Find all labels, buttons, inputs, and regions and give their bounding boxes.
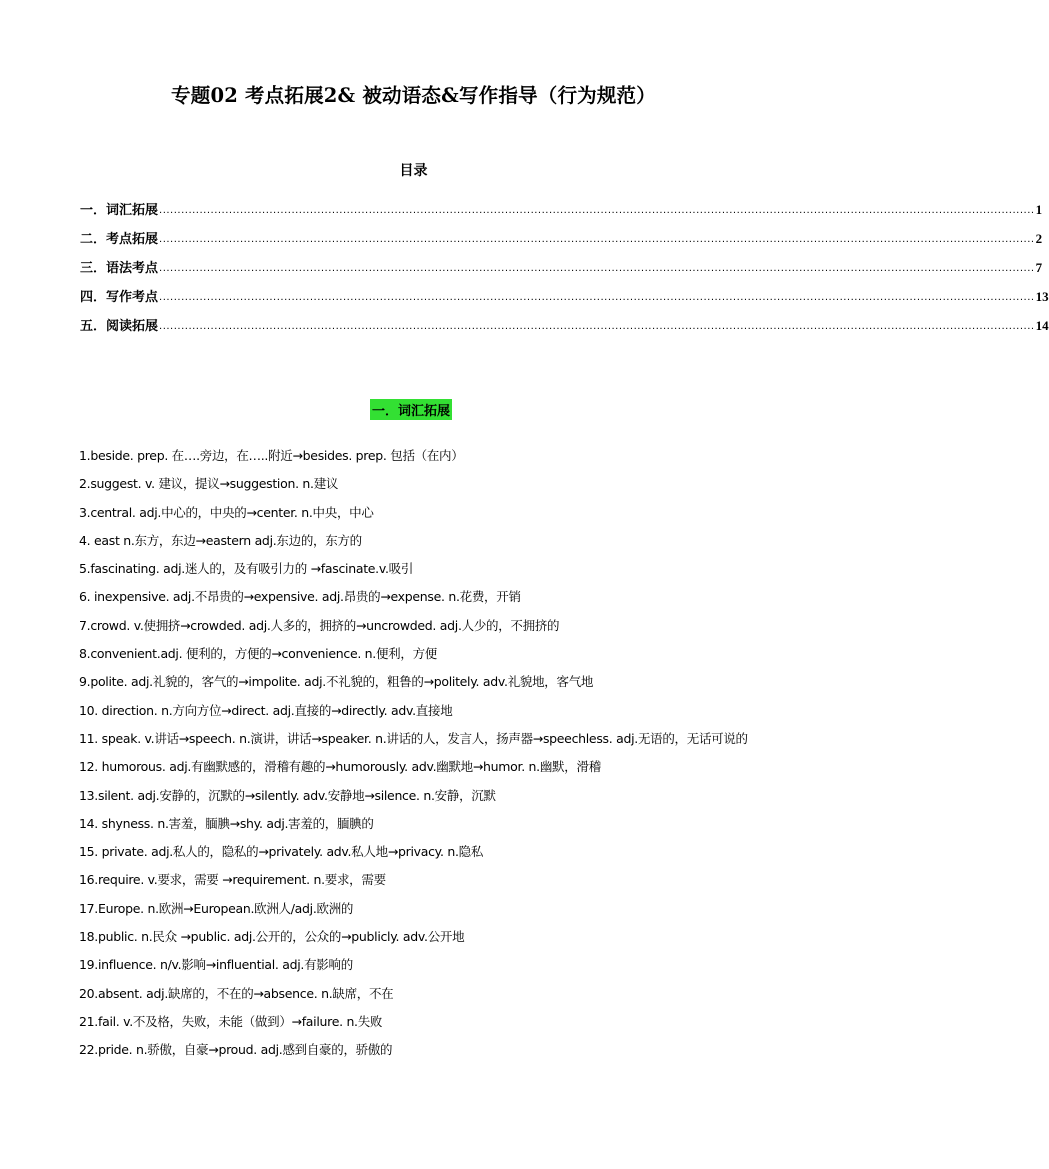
list-item: 2.suggest. v. 建议，提议→suggestion. n.建议 — [79, 476, 339, 492]
toc-item-page: 7 — [1035, 260, 1043, 275]
toc-item-page: 1 — [1035, 202, 1043, 217]
list-item: 10. direction. n.方向方位→direct. adj.直接的→directly. adv.直接地 — [79, 702, 453, 718]
list-item: 22.pride. n.骄傲，自豪→proud. adj.感到自豪的，骄傲的 — [79, 1042, 393, 1058]
toc-leader-dots: .............................................................................................................................................................................................................................................. — [159, 205, 1035, 216]
toc-leader-dots: .............................................................................................................................................................................................................................................. — [159, 321, 1035, 332]
toc-item-page: 2 — [1035, 231, 1043, 246]
toc-item-label: 一．词汇拓展 — [80, 203, 159, 218]
vocabulary-list — [79, 442, 759, 1065]
toc-leader-dots: .............................................................................................................................................................................................................................................. — [159, 292, 1035, 303]
list-item: 9.polite. adj.礼貌的，客气的→impolite. adj.不礼貌的，粗鲁的→politely. adv.礼貌地，客气地 — [79, 674, 594, 690]
list-item: 7.crowd. v.使拥挤→crowded. adj.人多的，拥挤的→uncrowded. adj.人少的，不拥挤的 — [79, 617, 560, 633]
list-item: 19.influence. n/v.影响→influential. adj.有影响的 — [79, 957, 353, 973]
toc-item-label: 二．考点拓展 — [80, 232, 159, 247]
toc-item-label: 四．写作考点 — [80, 290, 159, 305]
toc-heading: 目录 — [399, 163, 428, 179]
list-item: 15. private. adj.私人的，隐私的→privately. adv.私人地→privacy. n.隐私 — [79, 844, 484, 860]
toc-item-grammar[interactable] — [80, 247, 1043, 276]
list-item: 1.beside. prep. 在….旁边，在…..附近→besides. prep. 包括（在内） — [79, 448, 464, 463]
list-item: 17.Europe. n.欧洲→European.欧洲人/adj.欧洲的 — [79, 900, 354, 916]
toc-item-label: 五．阅读拓展 — [80, 319, 159, 334]
list-item: 5.fascinating. adj.迷人的，及有吸引力的 →fascinate.v.吸引 — [79, 561, 414, 577]
document-title: 专题02 考点拓展2& 被动语态&写作指导（行为规范） — [171, 84, 656, 107]
list-item: 12. humorous. adj.有幽默感的，滑稽有趣的→humorously. adv.幽默地→humor. n.幽默，滑稽 — [79, 759, 601, 775]
toc-item-reading[interactable] — [80, 305, 1049, 334]
toc-item-page: 14 — [1035, 318, 1049, 333]
list-item: 18.public. n.民众 →public. adj.公开的，公众的→publicly. adv.公开地 — [79, 929, 465, 945]
list-item: 20.absent. adj.缺席的，不在的→absence. n.缺席，不在 — [79, 985, 394, 1001]
toc-leader-dots: .............................................................................................................................................................................................................................................. — [159, 234, 1035, 245]
list-item: 3.central. adj.中心的，中央的→center. n.中央，中心 — [79, 504, 374, 520]
toc-item-writing[interactable] — [80, 276, 1049, 305]
table-of-contents — [80, 189, 1049, 334]
list-item: 16.require. v.要求，需要 →requirement. n.要求，需要 — [79, 872, 386, 888]
toc-item-key-points[interactable] — [80, 218, 1043, 247]
list-item: 6. inexpensive. adj.不昂贵的→expensive. adj.昂贵的→expense. n.花费，开销 — [79, 589, 521, 605]
list-item: 11. speak. v.讲话→speech. n.演讲，讲话→speaker. n.讲话的人，发言人，扬声器→speechless. adj.无语的，无话可说的 — [79, 730, 748, 746]
toc-item-vocabulary[interactable] — [80, 189, 1043, 218]
list-item: 4. east n.东方，东边→eastern adj.东边的，东方的 — [79, 532, 362, 548]
toc-item-page: 13 — [1035, 289, 1049, 304]
list-item: 13.silent. adj.安静的，沉默的→silently. adv.安静地→silence. n.安静，沉默 — [79, 787, 496, 803]
section-heading-vocabulary: 一．词汇拓展 — [370, 399, 452, 420]
toc-item-label: 三．语法考点 — [80, 261, 159, 276]
list-item: 8.convenient.adj. 便利的，方便的→convenience. n.便利，方便 — [79, 646, 437, 662]
list-item: 21.fail. v.不及格，失败，未能（做到）→failure. n.失败 — [79, 1013, 383, 1029]
list-item: 14. shyness. n.害羞，腼腆→shy. adj.害羞的，腼腆的 — [79, 815, 374, 831]
toc-leader-dots: .............................................................................................................................................................................................................................................. — [159, 263, 1035, 274]
